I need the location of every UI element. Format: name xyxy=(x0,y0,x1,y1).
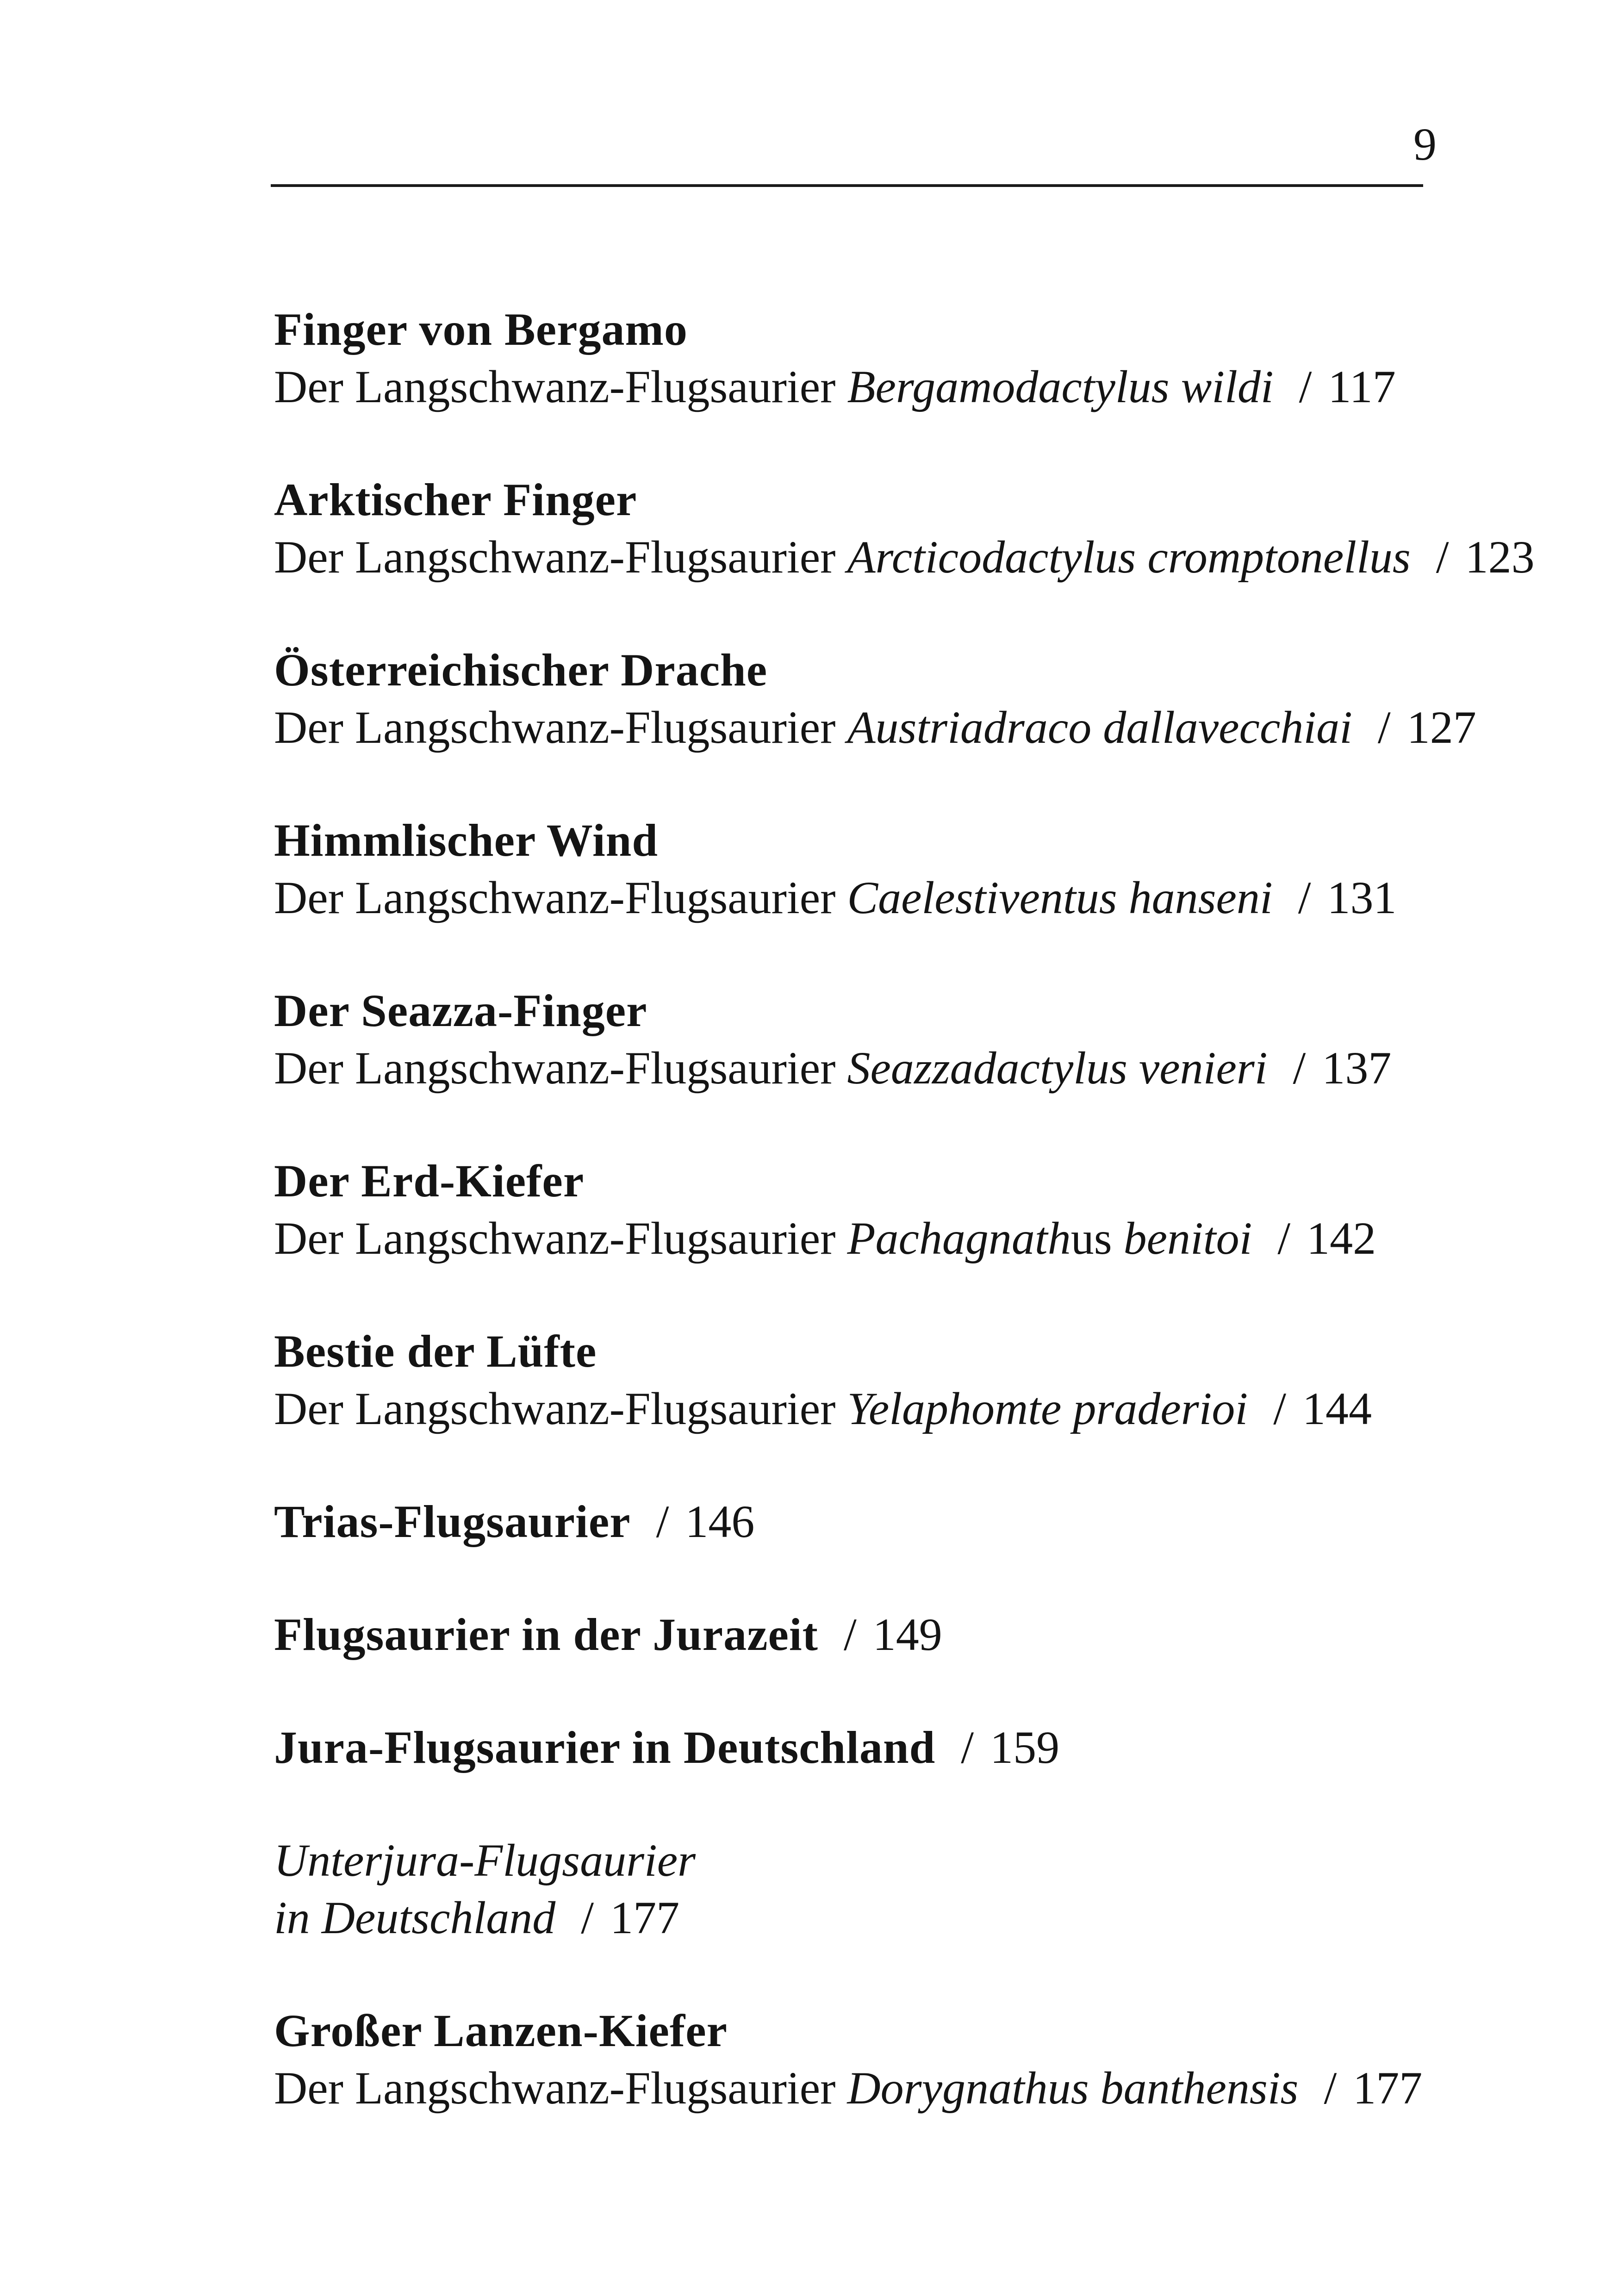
toc-entry xyxy=(274,1832,1570,1947)
entry-italic-line-2: in Deutschland xyxy=(274,1892,556,1943)
entry-italic-line-1: Unterjura-Flugsaurier xyxy=(274,1835,696,1886)
entry-line xyxy=(274,1493,1570,1550)
entry-title: Der Seazza-Finger xyxy=(274,985,647,1036)
separator: / xyxy=(656,1496,669,1547)
entry-subtitle xyxy=(274,529,1570,586)
toc-entry xyxy=(274,1493,1570,1550)
toc-entry xyxy=(274,471,1570,586)
page-ref: 146 xyxy=(685,1496,755,1547)
separator: / xyxy=(1299,361,1312,412)
species-name: Yelaphomte praderioi xyxy=(847,1383,1248,1434)
species-name: Arcticodactylus cromptonellus xyxy=(847,531,1411,583)
separator: / xyxy=(1377,702,1391,753)
page-number: 9 xyxy=(1413,118,1437,170)
subtitle-prefix: Der Langschwanz-Flugsaurier xyxy=(274,872,836,923)
toc-entry xyxy=(274,1323,1570,1437)
page-ref: 149 xyxy=(872,1609,942,1660)
species-name: Dorygnathus banthensis xyxy=(847,2062,1299,2114)
page-ref: 123 xyxy=(1465,531,1535,583)
separator: / xyxy=(1273,1383,1287,1434)
separator: / xyxy=(843,1609,857,1660)
page-ref: 142 xyxy=(1307,1213,1376,1264)
entry-subtitle xyxy=(274,699,1570,756)
species-name: Bergamodactylus wildi xyxy=(847,361,1274,412)
page-ref: 177 xyxy=(610,1892,680,1943)
entry-title: Bestie der Lüfte xyxy=(274,1325,597,1377)
page-ref: 144 xyxy=(1302,1383,1372,1434)
page-ref: 177 xyxy=(1353,2062,1423,2114)
entry-line xyxy=(274,1606,1570,1663)
entry-subtitle xyxy=(274,869,1570,927)
toc-entry xyxy=(274,1606,1570,1663)
entry-line xyxy=(274,1889,1570,1947)
entry-subtitle xyxy=(274,2060,1570,2117)
toc-entry xyxy=(274,1719,1570,1776)
separator: / xyxy=(1277,1213,1291,1264)
entry-subtitle xyxy=(274,358,1570,416)
entry-line xyxy=(274,1719,1570,1776)
entry-title: Jura-Flugsaurier in Deutschland xyxy=(274,1722,936,1773)
entry-title: Trias-Flugsaurier xyxy=(274,1496,631,1547)
entry-title: Himmlischer Wind xyxy=(274,815,659,866)
subtitle-prefix: Der Langschwanz-Flugsaurier xyxy=(274,702,836,753)
subtitle-prefix: Der Langschwanz-Flugsaurier xyxy=(274,1383,836,1434)
table-of-contents xyxy=(274,301,1570,2172)
toc-entry xyxy=(274,641,1570,756)
page-ref: 117 xyxy=(1328,361,1396,412)
species-name: Seazzadactylus venieri xyxy=(847,1042,1268,1094)
subtitle-prefix: Der Langschwanz-Flugsaurier xyxy=(274,2062,836,2114)
entry-title: Flugsaurier in der Jurazeit xyxy=(274,1609,818,1660)
separator: / xyxy=(1298,872,1311,923)
entry-subtitle xyxy=(274,1210,1570,1267)
toc-entry xyxy=(274,812,1570,927)
separator: / xyxy=(961,1722,974,1773)
subtitle-prefix: Der Langschwanz-Flugsaurier xyxy=(274,531,836,583)
page-ref: 127 xyxy=(1406,702,1476,753)
entry-subtitle xyxy=(274,1039,1570,1097)
species-roman-part: us xyxy=(1070,1213,1112,1264)
toc-entry xyxy=(274,301,1570,416)
separator: / xyxy=(1293,1042,1306,1094)
entry-title: Finger von Bergamo xyxy=(274,304,688,355)
toc-entry xyxy=(274,2002,1570,2117)
entry-title: Großer Lanzen-Kiefer xyxy=(274,2005,728,2056)
separator: / xyxy=(1324,2062,1337,2114)
species-italic-part: Pachagnath xyxy=(847,1213,1071,1264)
subtitle-prefix: Der Langschwanz-Flugsaurier xyxy=(274,361,836,412)
page-ref: 131 xyxy=(1327,872,1397,923)
page-ref: 159 xyxy=(990,1722,1060,1773)
toc-entry xyxy=(274,1152,1570,1267)
subtitle-prefix: Der Langschwanz-Flugsaurier xyxy=(274,1213,836,1264)
species-name: Austriadraco dallavecchiai xyxy=(847,702,1352,753)
header-rule xyxy=(271,184,1423,187)
separator: / xyxy=(1436,531,1449,583)
separator: / xyxy=(581,1892,594,1943)
entry-title: Arktischer Finger xyxy=(274,474,637,525)
species-name xyxy=(847,1213,1252,1264)
toc-entry xyxy=(274,982,1570,1097)
entry-subtitle xyxy=(274,1380,1570,1437)
entry-title: Österreichischer Drache xyxy=(274,644,768,696)
subtitle-prefix: Der Langschwanz-Flugsaurier xyxy=(274,1042,836,1094)
species-name: Caelestiventus hanseni xyxy=(847,872,1273,923)
page-ref: 137 xyxy=(1322,1042,1392,1094)
species-epithet: benitoi xyxy=(1123,1213,1252,1264)
entry-title: Der Erd-Kiefer xyxy=(274,1155,585,1207)
